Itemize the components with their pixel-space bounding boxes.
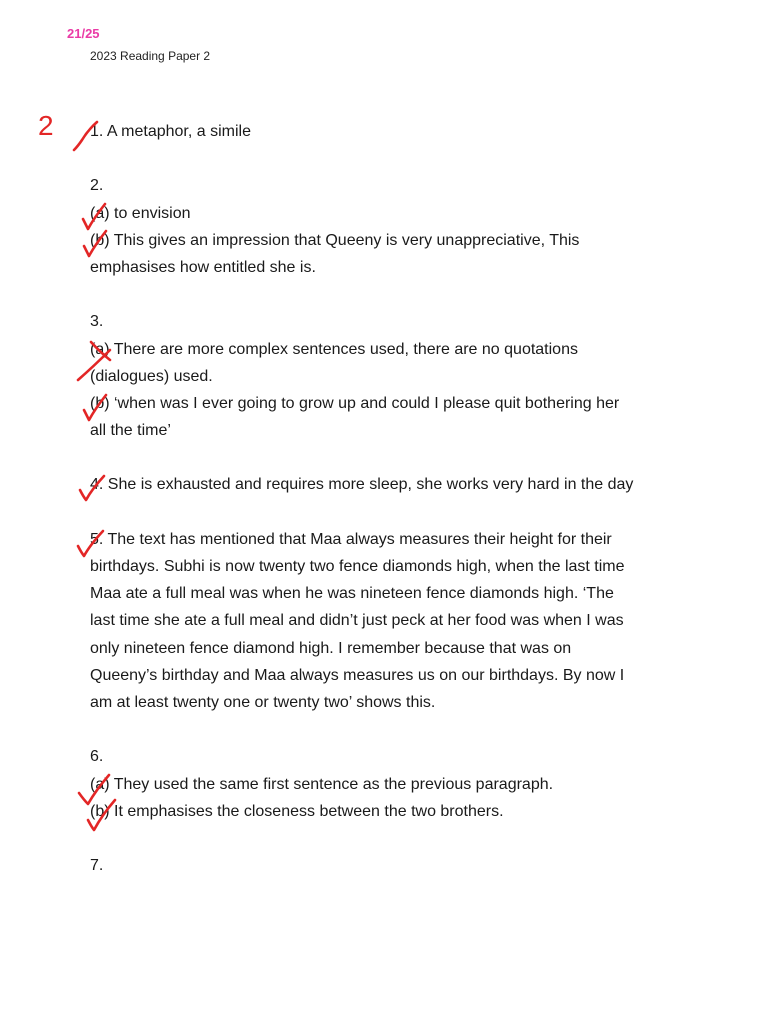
answer-q3a-line2: (dialogues) used. [90, 367, 213, 385]
spacer [90, 716, 690, 743]
spacer [90, 499, 690, 526]
answer-q6b: (b) It emphasises the closeness between the two brothers. [90, 802, 504, 820]
question-number-3: 3. [90, 313, 104, 331]
question-number-2: 2. [90, 177, 104, 195]
question-number-6: 6. [90, 748, 104, 766]
answer-body [90, 118, 690, 879]
answer-q6a: (a) They used the same first sentence as the previous paragraph. [90, 775, 554, 793]
answer-q3b-line1: (b) ‘when was I ever going to grow up and could I please quit bothering her [90, 394, 620, 412]
spacer [90, 825, 690, 852]
answer-q5-line2: birthdays. Subhi is now twenty two fence diamonds high, when the last time [90, 558, 625, 575]
handwritten-mark-2: 2 [38, 110, 54, 141]
answer-q3b-line2: all the time’ [90, 422, 171, 440]
answer-q2b-line1: (b) This gives an impression that Queeny is very unappreciative, This [90, 231, 580, 249]
answer-q5-line5: only nineteen fence diamond high. I remember because that was on [90, 639, 572, 657]
spacer [90, 281, 690, 308]
answer-q1: 1. A metaphor, a simile [90, 123, 251, 140]
answer-q2b-line2: emphasises how entitled she is. [90, 258, 316, 276]
answer-q5-line6: Queeny’s birthday and Maa always measures us on our birthdays. By now I [90, 666, 625, 684]
answer-q3a-line1: (a) There are more complex sentences used, there are no quotations [90, 340, 578, 358]
answer-q4: 4. She is exhausted and requires more sleep, she works very hard in the day [90, 476, 634, 494]
spacer [90, 145, 690, 172]
spacer [90, 444, 690, 471]
score: 21/25 [67, 26, 100, 41]
document-title: 2023 Reading Paper 2 [90, 49, 211, 63]
answer-q2a: (a) to envision [90, 204, 191, 222]
question-number-7: 7. [90, 857, 104, 875]
answer-q5-line1: 5. The text has mentioned that Maa always measures their height for their [90, 530, 612, 548]
answer-q5-line7: am at least twenty one or twenty two’ shows this. [90, 693, 436, 711]
answer-q5-line3: Maa ate a full meal was when he was nineteen fence diamonds high. ‘The [90, 585, 614, 603]
answer-q5-line4: last time she ate a full meal and didn’t just peck at her food was when I was [90, 612, 624, 630]
